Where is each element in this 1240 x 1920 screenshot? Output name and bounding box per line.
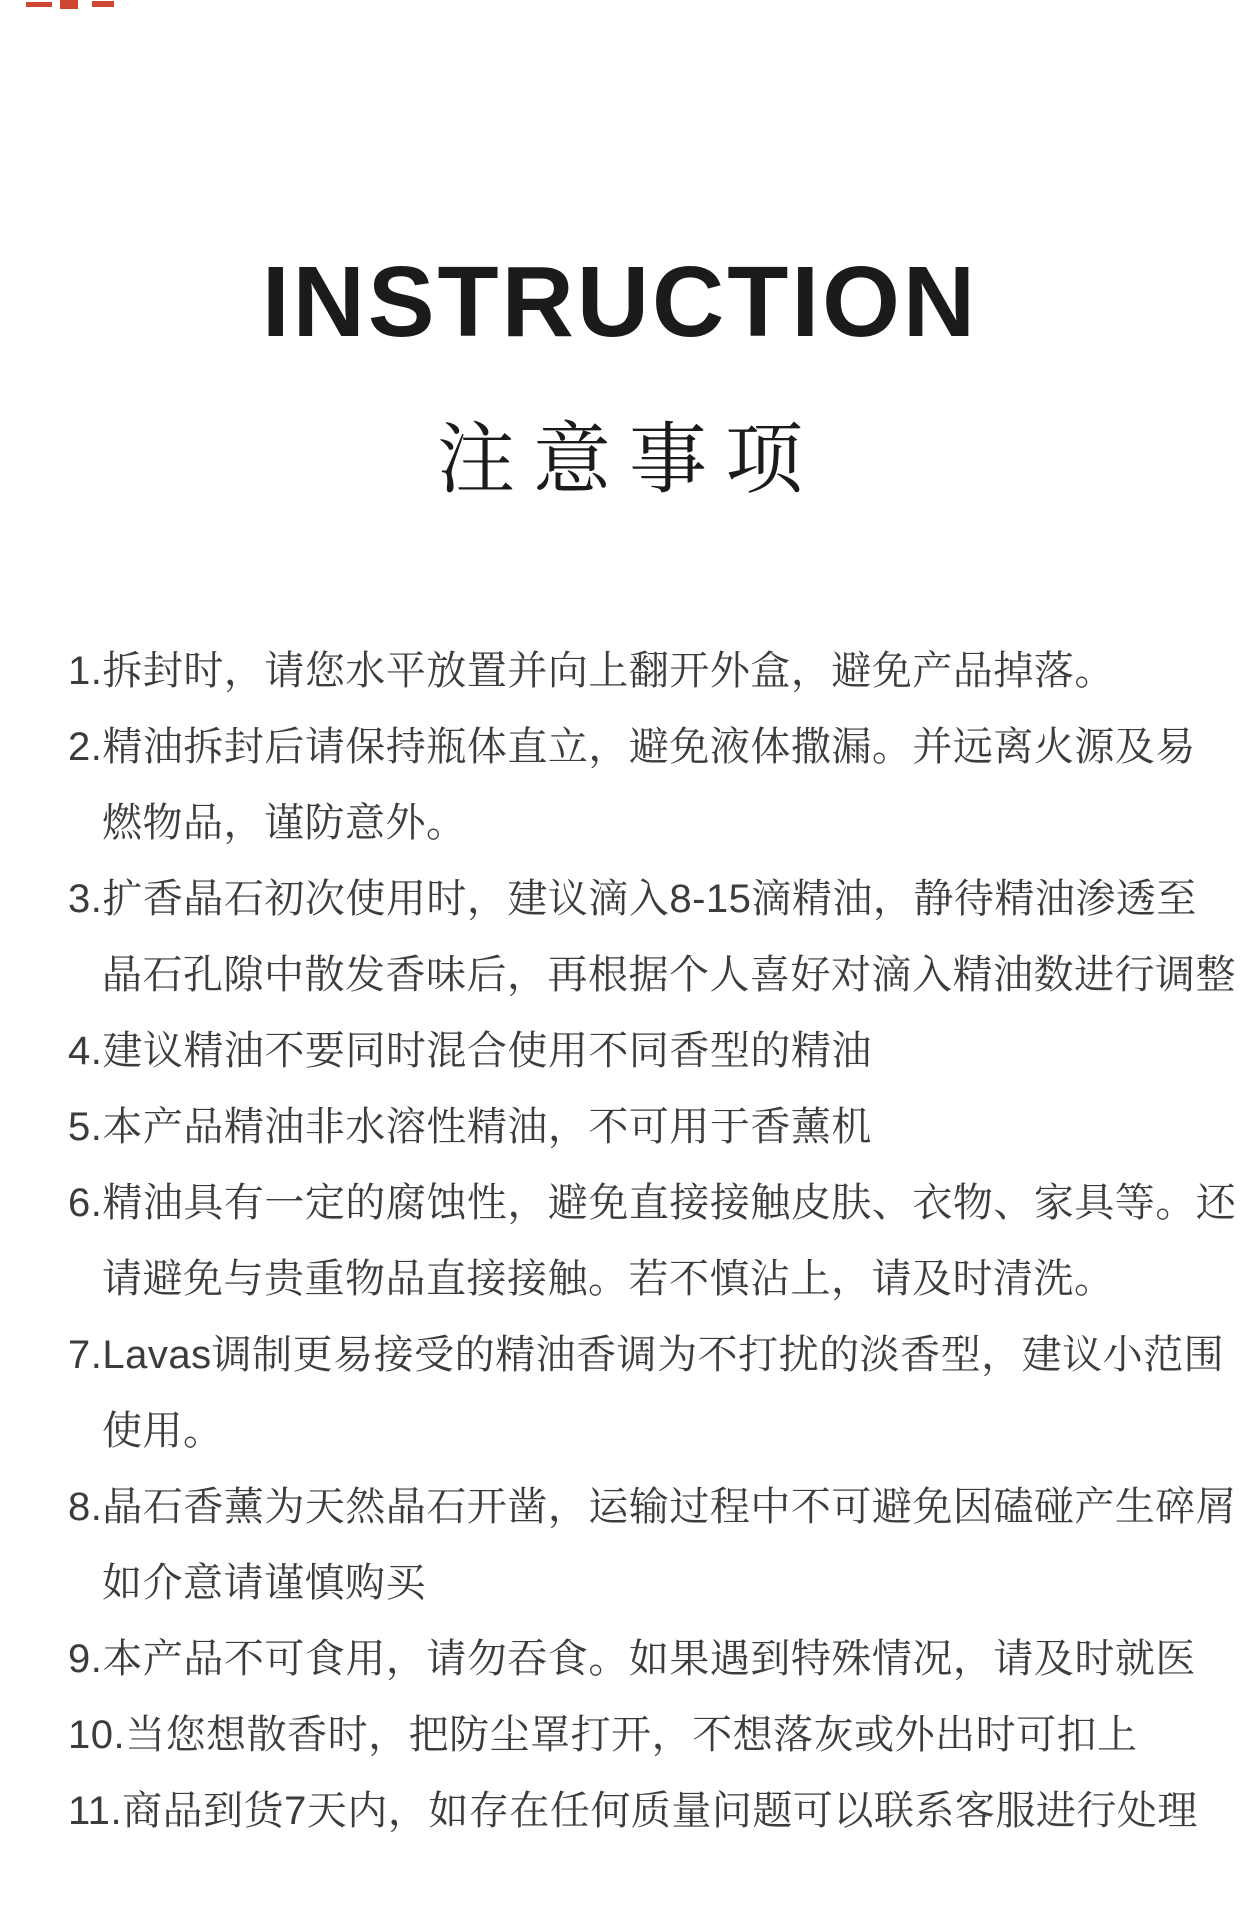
instruction-item-4: 4.建议精油不要同时混合使用不同香型的精油 [68,1029,872,1073]
instruction-item-1: 1.拆封时，请您水平放置并向上翻开外盒，避免产品掉落。 [68,649,1115,693]
instruction-item-10: 10.当您想散香时，把防尘罩打开，不想落灰或外出时可扣上 [68,1713,1138,1757]
page-subtitle: 注意事项 [436,415,821,503]
instruction-item-11: 11.商品到货7天内，如存在任何质量问题可以联系客服进行处理 [68,1789,1198,1833]
instruction-item-9: 9.本产品不可食用，请勿吞食。如果遇到特殊情况，请及时就医 [68,1637,1196,1681]
instruction-item-8: 8.晶石香薰为天然晶石开凿，运输过程中不可避免因磕碰产生碎屑 [68,1485,1237,1529]
instruction-item-5: 5.本产品精油非水溶性精油，不可用于香薰机 [68,1105,872,1149]
instruction-item-7-continuation: 使用。 [102,1409,224,1453]
red-fragment-icon [60,0,78,9]
red-fragment-icon [92,1,114,7]
instruction-item-3: 3.扩香晶石初次使用时，建议滴入8-15滴精油，静待精油渗透至 [68,877,1197,921]
instruction-item-7: 7.Lavas调制更易接受的精油香调为不打扰的淡香型，建议小范围 [68,1333,1225,1377]
instruction-item-2: 2.精油拆封后请保持瓶体直立，避免液体撒漏。并远离火源及易 [68,725,1196,769]
instruction-list [0,633,1240,1849]
cropped-red-text-artifact [26,0,146,16]
red-fragment-icon [26,2,52,7]
instruction-item-2-continuation: 燃物品，谨防意外。 [102,801,467,845]
instruction-item-3-continuation: 晶石孔隙中散发香味后，再根据个人喜好对滴入精油数进行调整 [102,953,1236,997]
instruction-item-6-continuation: 请避免与贵重物品直接接触。若不慎沾上，请及时清洗。 [102,1257,1115,1301]
instruction-item-6: 6.精油具有一定的腐蚀性，避免直接接触皮肤、衣物、家具等。还 [68,1181,1237,1225]
instruction-item-8-continuation: 如介意请谨慎购买 [102,1561,426,1605]
page-title: INSTRUCTION [261,246,979,358]
